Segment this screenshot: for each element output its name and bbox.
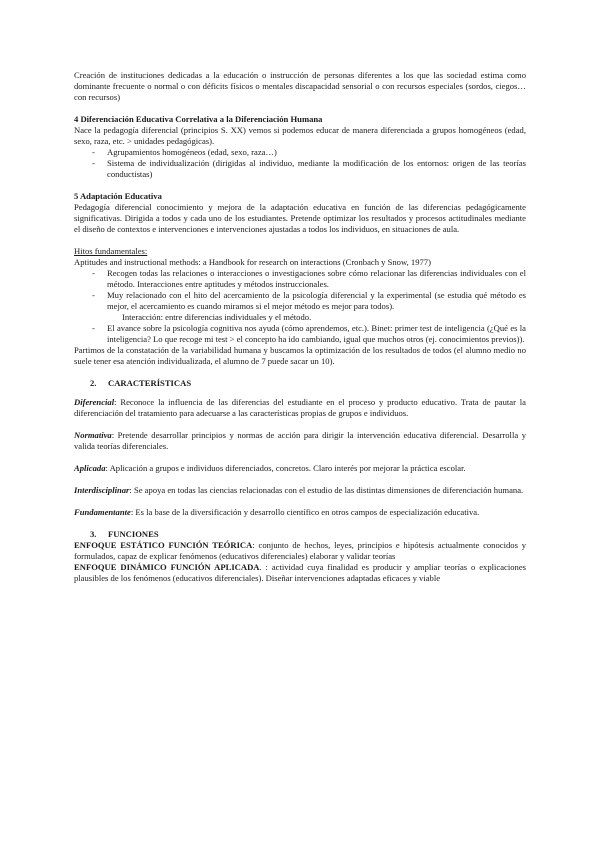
characteristic-text: : Se apoya en todas las ciencias relacionadas con el estudio de las distintas dimensiones de diferenciación humana. (129, 485, 524, 495)
section-4-paragraph: Nace la pedagogía diferencial (principios S. XX) vemos si podemos educar de manera diferenciada a grupos homogéneos (edad, sexo, raza, etc. > unidades pedagógicas). (74, 125, 526, 146)
hitos-heading: Hitos fundamentales: (74, 246, 148, 256)
characteristic-text: : Reconoce la influencia de las diferencias del estudiante en el proceso y producto educativo. Trata de pautar la diferenciación del tratamiento para adecuarse a las características propias de grupos e individuos. (74, 397, 526, 418)
interaction-note: Interacción: entre diferencias individuales y el método. (122, 312, 312, 322)
characteristic-diferencial (74, 397, 526, 419)
characteristic-term: Normativa (74, 430, 112, 440)
section-4-heading: 4 Diferenciación Educativa Correlativa a la Diferenciación Humana (74, 114, 323, 124)
section-5-paragraph: Pedagogía diferencial conocimiento y mejora de la adaptación educativa en función de las diferencias pedagógicamente significativas. Dirigida a todos y cada uno de los estudiantes. Pretende optimizar los resultados y procesos actitudinales mediante el diseño de contextos e intervenciones e intervenciones ajustadas a todos los individuos, en situaciones de aula. (74, 202, 526, 234)
hitos-list (74, 268, 526, 312)
characteristic-text: : Aplicación a grupos e individuos diferenciados, concretos. Claro interés por mejorar la práctica escolar. (105, 463, 466, 473)
list-item: - El avance sobre la psicología cognitiva nos ayuda (cómo aprendemos, etc.). Binet: primer test de inteligencia (¿Qué es la inteligencia? Lo que recoge mi test > el concepto ha ido cambiando, igual que muchos otros (ej. conocimientos previos)). (74, 323, 526, 345)
list-item: - Agrupamientos homogéneos (edad, sexo, raza…) (74, 147, 526, 158)
characteristic-normativa (74, 430, 526, 452)
list-item: - Muy relacionado con el hito del acercamiento de la psicología diferencial y la experimental (se estudia qué método es mejor, el acercamiento es cuando miramos si el mejor método es mejor para todos). (74, 290, 526, 312)
characteristics-title: CARACTERÍSTICAS (108, 378, 192, 388)
function-term: ENFOQUE ESTÁTICO FUNCIÓN TEÓRICA (74, 540, 253, 550)
characteristic-interdisciplinar (74, 485, 526, 496)
functions-heading (90, 529, 526, 540)
characteristic-term: Diferencial (74, 397, 115, 407)
characteristic-fundamentante (74, 507, 526, 518)
section-4-list (74, 147, 526, 180)
characteristic-text: : Es la base de la diversificación y desarrollo científico en otros campos de especialización educativa. (130, 507, 480, 517)
section-5-heading: 5 Adaptación Educativa (74, 191, 162, 201)
list-item: - Sistema de individualización (dirigidas al individuo, mediante la modificación de los entornos: origen de las teorías conductistas) (74, 158, 526, 180)
function-static (74, 540, 526, 562)
characteristic-term: Interdisciplinar (74, 485, 130, 495)
list-item: - Recogen todas las relaciones o interacciones o investigaciones sobre cómo relacionar las diferencias individuales con el método. Interacciones entre aptitudes y métodos instruccionales. (74, 268, 526, 290)
functions-title: FUNCIONES (108, 529, 159, 539)
characteristics-number: 2. (90, 378, 97, 388)
hitos-source: Aptitudes and instructional methods: a Handbook for research on interactions (Cronbach y Snow, 1977) (74, 257, 431, 267)
document-page (74, 70, 526, 584)
characteristic-text: : Pretende desarrollar principios y normas de acción para dirigir la intervención educativa diferencial. Desarrolla y valida teorías diferenciales. (74, 430, 526, 451)
intro-paragraph: Creación de instituciones dedicadas a la educación o instrucción de personas diferentes a los que las sociedad estima como dominante frecuente o normal o con déficits físicos o mentales discapacidad sensorial o con recursos especiales (sordos, ciegos… con recursos) (74, 70, 526, 102)
function-text: : conjunto de hechos, leyes, principios e hipótesis actualmente conocidos y formulados, capaz de explicar fenómenos (educativos diferenciales) elaborar y validar teorías (74, 540, 526, 561)
characteristics-heading (90, 378, 526, 389)
characteristic-term: Fundamentante (74, 507, 131, 517)
function-text: . : actividad cuya finalidad es producir y ampliar teorías o explicaciones plausibles de los fenómenos (educativos diferenciales). Diseñar intervenciones adaptadas eficaces y viable (74, 562, 527, 583)
characteristic-term: Aplicada (74, 463, 106, 473)
characteristic-aplicada (74, 463, 526, 474)
hitos-closing: Partimos de la constatación de la variabilidad humana y buscamos la optimización de los resultados de todos (el alumno medio no suele tener esa atención individualizada, el alumno de 7 puede sacar un 10). (74, 345, 526, 366)
functions-number: 3. (90, 529, 97, 539)
function-term: ENFOQUE DINÁMICO FUNCIÓN APLICADA (74, 562, 260, 572)
function-dynamic (74, 562, 526, 584)
hitos-list-continued (74, 323, 526, 345)
